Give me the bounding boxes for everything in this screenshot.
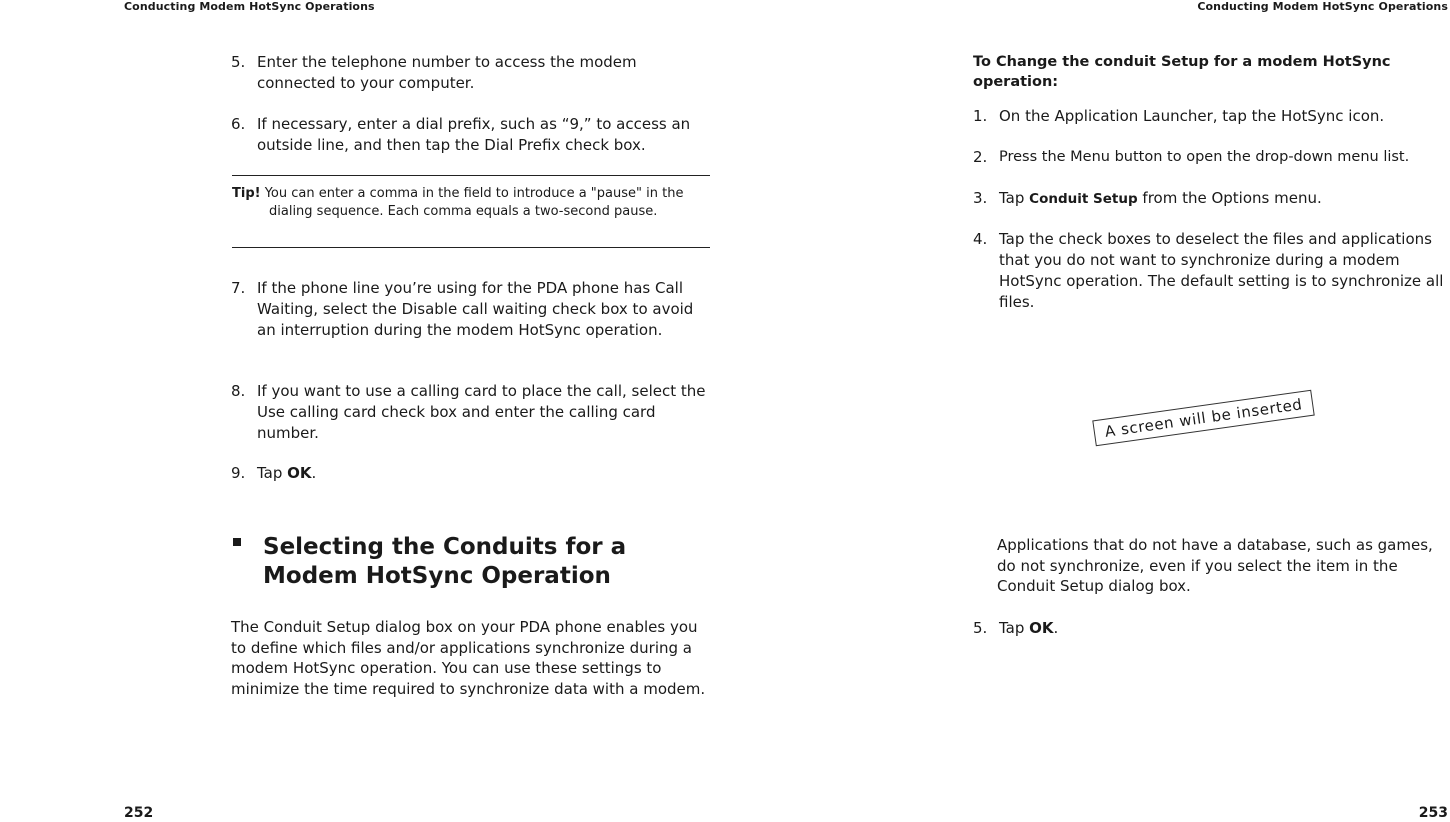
list-item-step-1 bbox=[973, 106, 1450, 128]
ok-label: OK bbox=[1029, 619, 1054, 637]
list-item-step-8 bbox=[231, 381, 711, 447]
ok-label: OK bbox=[287, 464, 312, 482]
tip-bottom-rule bbox=[232, 247, 710, 248]
page-number-left: 252 bbox=[124, 805, 154, 821]
tip-label: Tip! bbox=[232, 186, 261, 201]
tip-text: You can enter a comma in the field to introduce a "pause" in the dialing sequence. Each comma equals a two-second pause. bbox=[264, 186, 684, 219]
list-item-step-5 bbox=[231, 52, 711, 96]
running-header-right: Conducting Modem HotSync Operations bbox=[1197, 0, 1448, 13]
list-item-step-4 bbox=[973, 229, 1450, 315]
page-number-right: 253 bbox=[1418, 805, 1448, 821]
section-heading: Selecting the Conduits for a Modem HotSync Operation bbox=[263, 534, 627, 589]
step-number: 6. bbox=[231, 115, 246, 133]
step-text: If you want to use a calling card to place the call, select the Use calling card check box and enter the calling card number. bbox=[257, 382, 706, 442]
list-item-step-3 bbox=[973, 188, 1450, 210]
tip-note bbox=[232, 185, 712, 221]
list-item-step-6 bbox=[231, 114, 711, 158]
step-number: 1. bbox=[973, 107, 988, 125]
running-header-left: Conducting Modem HotSync Operations bbox=[124, 0, 375, 13]
step-text: Tap OK. bbox=[999, 619, 1059, 637]
list-item-step-9 bbox=[231, 463, 711, 485]
step-number: 7. bbox=[231, 279, 246, 297]
step-number: 9. bbox=[231, 464, 246, 482]
step-number: 2. bbox=[973, 148, 988, 166]
tip-top-rule bbox=[232, 175, 710, 176]
step-number: 4. bbox=[973, 230, 988, 248]
section-intro-paragraph: The Conduit Setup dialog box on your PDA phone enables you to define which files and/or applications synchronize during a modem HotSync operation. You can use these settings to minimize the time required to synchronize data with a modem. bbox=[231, 618, 706, 698]
step-number: 5. bbox=[231, 53, 246, 71]
step-text: If necessary, enter a dial prefix, such as “9,” to access an outside line, and then tap the Dial Prefix check box. bbox=[257, 115, 691, 154]
step-number: 3. bbox=[973, 189, 988, 207]
step-number: 8. bbox=[231, 382, 246, 400]
step-number: 5. bbox=[973, 619, 988, 637]
step-text: Enter the telephone number to access the modem connected to your computer. bbox=[257, 53, 637, 92]
list-item-step-5-right bbox=[973, 618, 1450, 640]
step-text: Tap Conduit Setup from the Options menu. bbox=[999, 189, 1322, 207]
list-item-step-7 bbox=[231, 278, 711, 364]
step-text: If the phone line you’re using for the PDA phone has Call Waiting, select the Disable call waiting check box to avoid an interruption during the modem HotSync operation. bbox=[257, 279, 694, 339]
screen-placeholder-label: A screen will be inserted bbox=[1092, 390, 1315, 447]
section-bullet bbox=[233, 538, 241, 546]
note-paragraph: Applications that do not have a database, such as games, do not synchronize, even if you select the item in the Conduit Setup dialog box. bbox=[997, 536, 1433, 595]
procedure-title: To Change the conduit Setup for a modem HotSync operation: bbox=[973, 54, 1391, 90]
step-text: Tap OK. bbox=[257, 464, 317, 482]
step-text: Tap the check boxes to deselect the files and applications that you do not want to synchronize during a modem HotSync operation. The default setting is to synchronize all files. bbox=[999, 230, 1444, 311]
step-text: Press the Menu button to open the drop-down menu list. bbox=[999, 149, 1410, 165]
step-text: On the Application Launcher, tap the HotSync icon. bbox=[999, 107, 1385, 125]
conduit-setup-label: Conduit Setup bbox=[1029, 191, 1138, 207]
list-item-step-2 bbox=[973, 147, 1450, 169]
